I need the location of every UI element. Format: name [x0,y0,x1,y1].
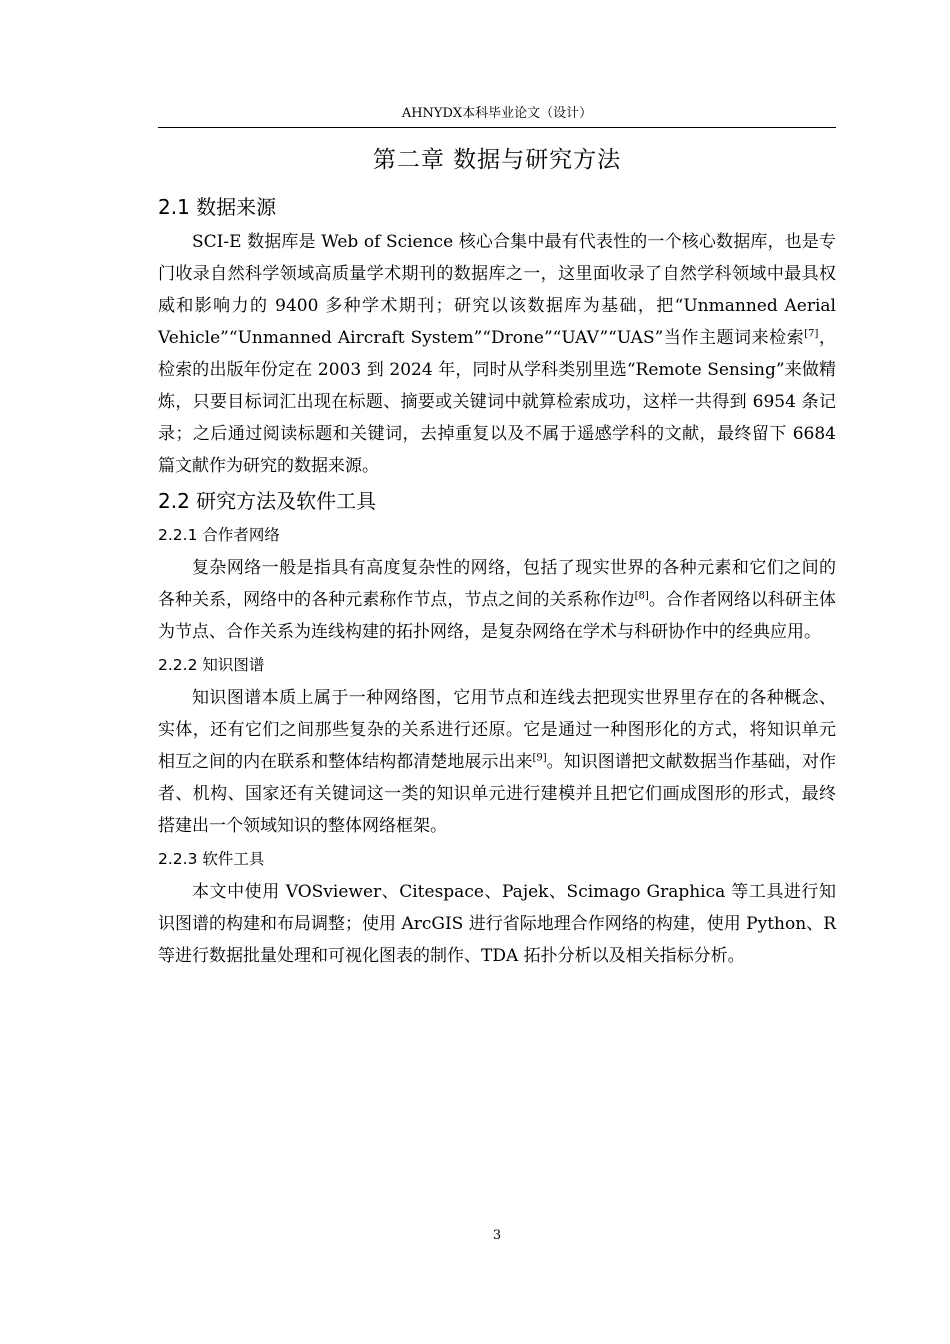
citation-ref: [9] [532,752,547,764]
header-rule [158,127,836,128]
paragraph-data-source [158,226,836,482]
section-heading-2-2-1: 2.2.1 合作者网络 [158,526,280,544]
page-body [158,136,836,974]
section-heading-2-2-2: 2.2.2 知识图谱 [158,656,265,674]
citation-ref: [8] [634,590,649,602]
paragraph-software-tools: 本文中使用 VOSviewer、Citespace、Pajek、Scimago Graphica 等工具进行知识图谱的构建和布局调整；使用 ArcGIS 进行省际地理合作网络的构建，使用 Python、R 等进行数据批量处理和可视化图表的制作、TDA 拓扑分析以及相关指标分析。 [158,882,836,966]
paragraph-text: 。合作者网络以科研主体为节点、合作关系为连线构建的拓扑网络，是复杂网络在学术与科研协作中的经典应用。 [158,590,836,642]
paragraph-text: 。知识图谱把文献数据当作基础，对作者、机构、国家还有关键词这一类的知识单元进行建模并且把它们画成图形的形式，最终搭建出一个领域知识的整体网络框架。 [158,752,837,836]
section-heading-2-1: 2.1 数据来源 [158,195,277,219]
paragraph-text: SCI-E 数据库是 Web of Science 核心合集中最有代表性的一个核心数据库，也是专门收录自然科学领域高质量学术期刊的数据库之一，这里面收录了自然学科领域中最具权威和影响力的 9400 多种学术期刊；研究以该数据库为基础，把“Unmanned Aerial Vehicle”“Unmanned Aircraft System”“Drone”“UAV”“UAS”当作主题词来检索 [158,232,836,348]
section-heading-2-2: 2.2 研究方法及软件工具 [158,489,377,513]
paragraph-knowledge-graph [158,682,836,842]
paragraph-coauthor-network [158,552,836,648]
page-number: 3 [492,1228,502,1243]
section-heading-2-2-3: 2.2.3 软件工具 [158,850,265,868]
paragraph-text: 知识图谱本质上属于一种网络图，它用节点和连线去把现实世界里存在的各种概念、实体，还有它们之间那些复杂的关系进行还原。它是通过一种图形化的方式，将知识单元相互之间的内在联系和整体结构都清楚地展示出来 [158,688,836,772]
paragraph-text: ，检索的出版年份定在 2003 到 2024 年，同时从学科类别里选“Remote Sensing”来做精炼，只要目标词汇出现在标题、摘要或关键词中就算检索成功，这样一共得到 6954 条记录；之后通过阅读标题和关键词，去掉重复以及不属于遥感学科的文献，最终留下 6684 篇文献作为研究的数据来源。 [158,328,836,476]
running-header: AHNYDX本科毕业论文（设计） [401,106,593,121]
chapter-title: 第二章 数据与研究方法 [372,147,622,173]
paragraph-text: 复杂网络一般是指具有高度复杂性的网络，包括了现实世界的各种元素和它们之间的各种关系，网络中的各种元素称作节点，节点之间的关系称作边 [158,558,836,610]
citation-ref: [7] [804,328,819,340]
